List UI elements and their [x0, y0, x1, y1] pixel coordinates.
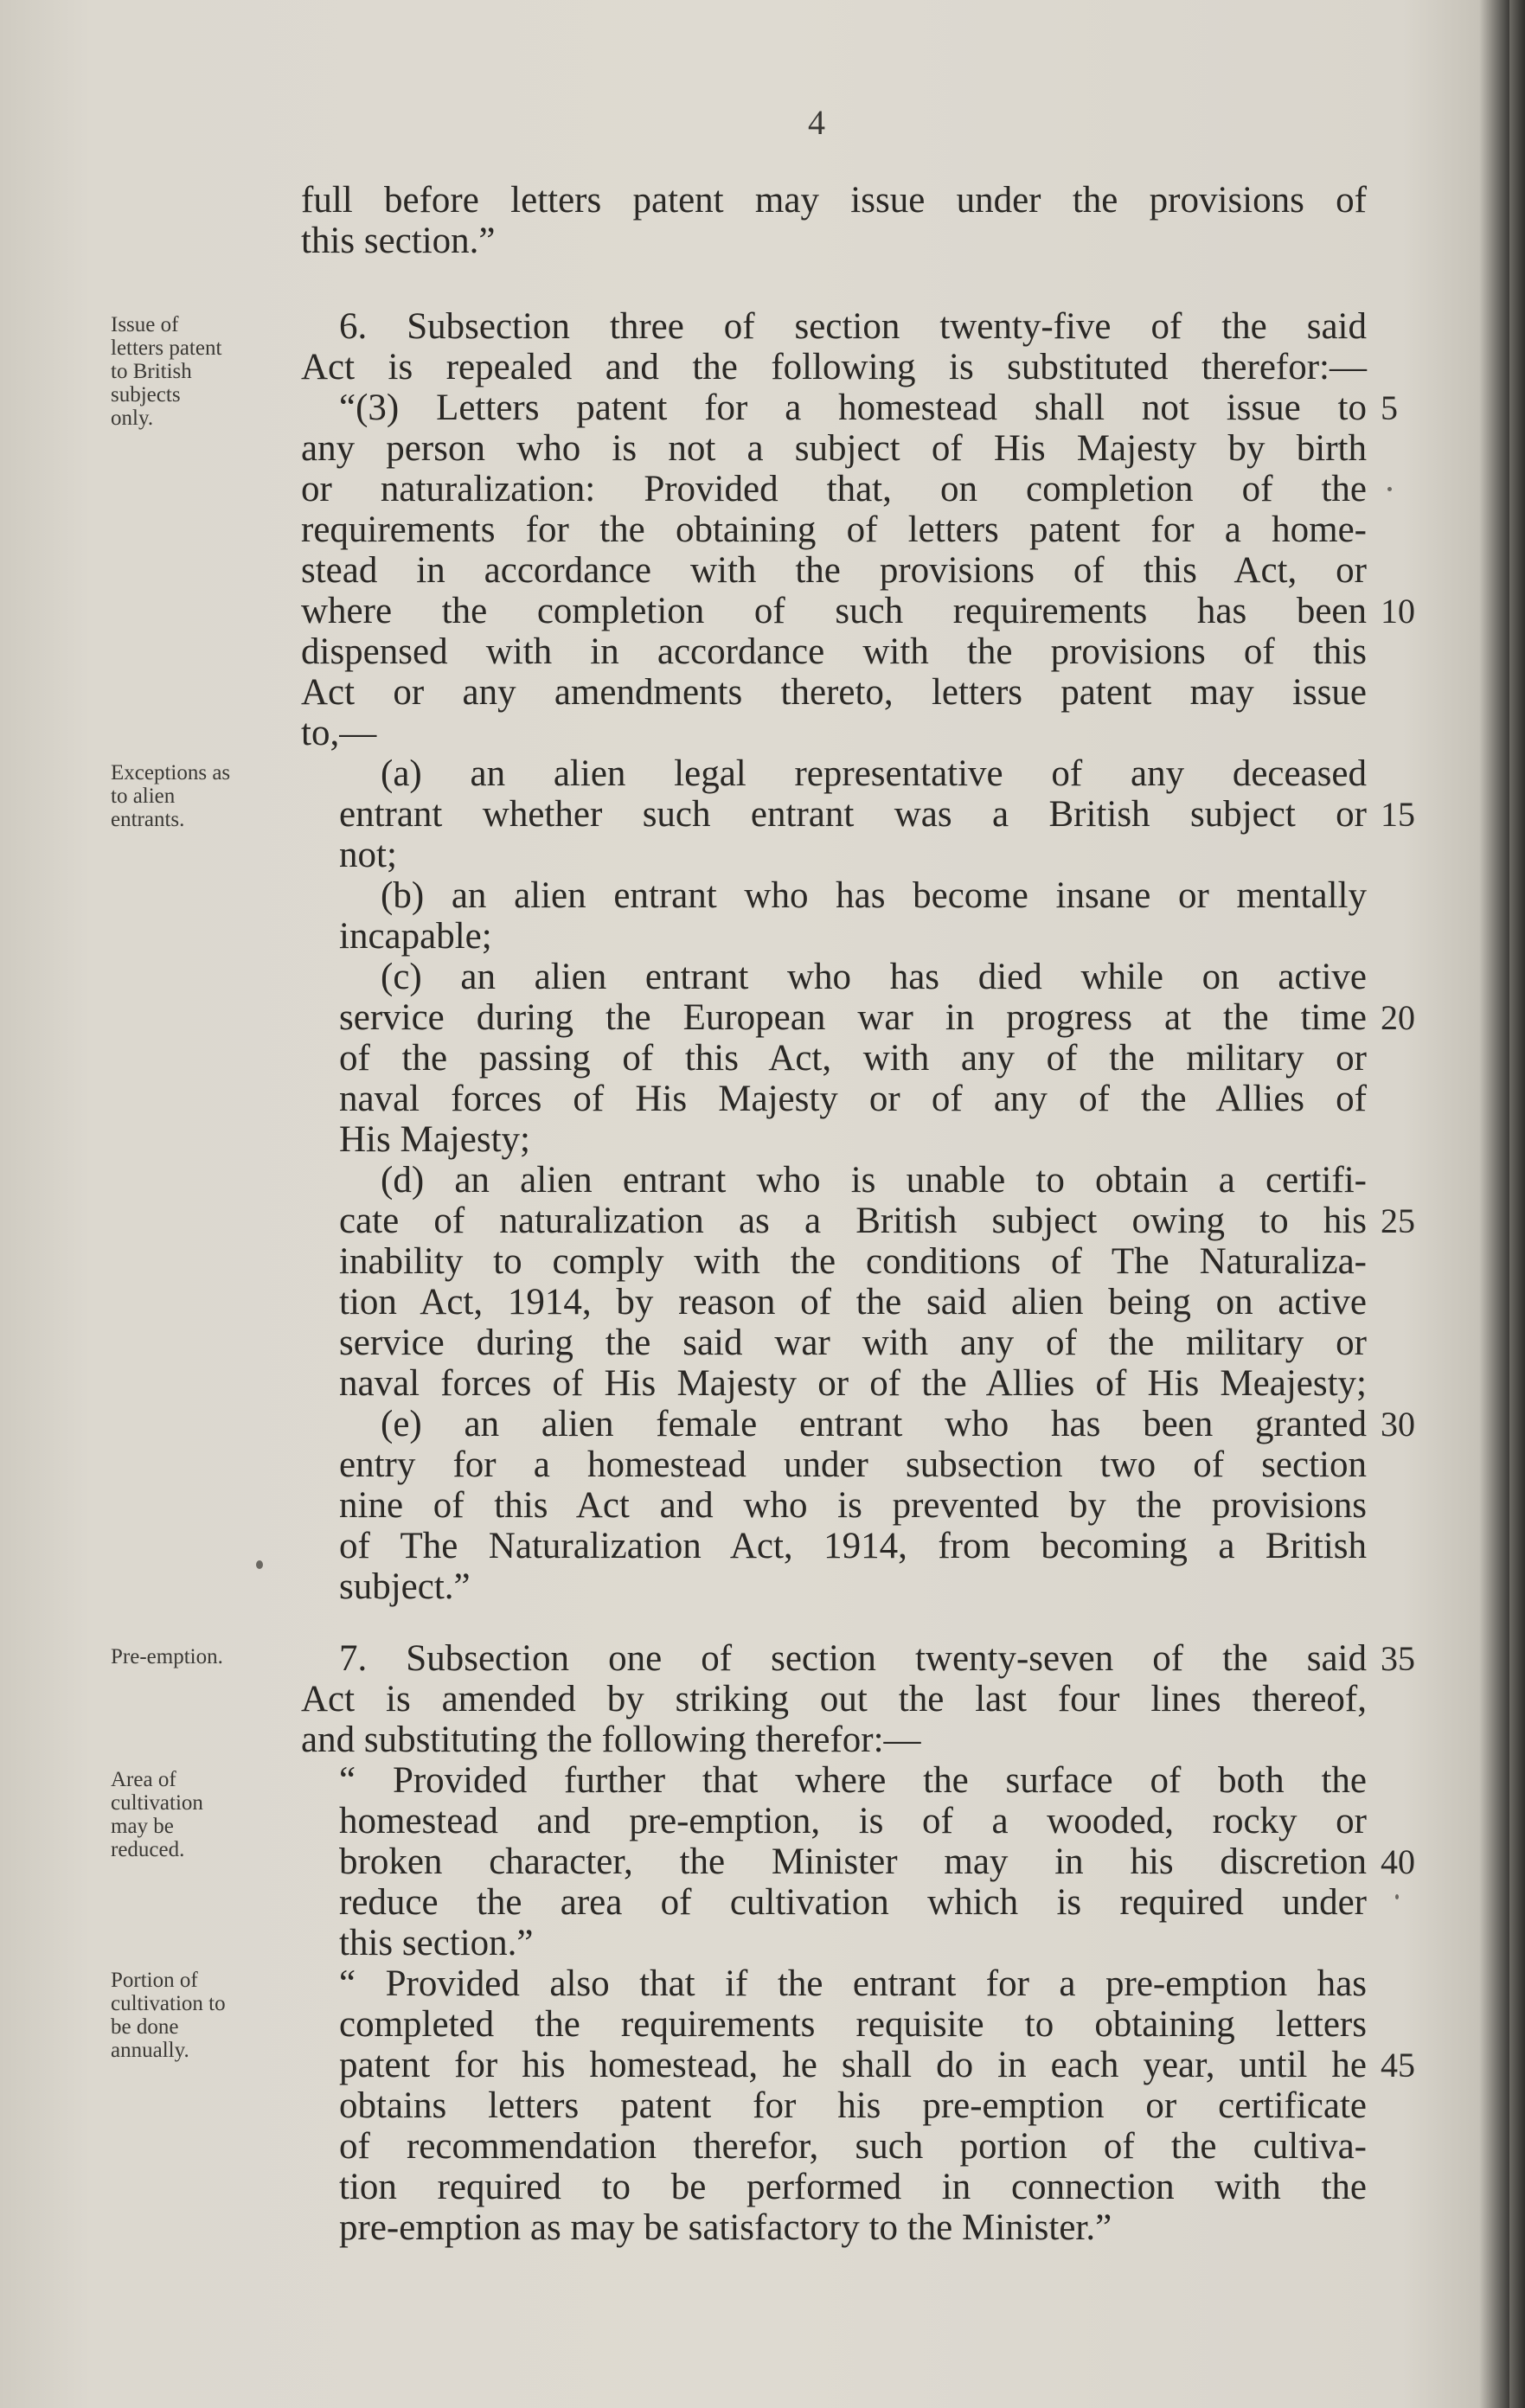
line-number: 5: [1381, 388, 1398, 427]
margin-note-exceptions: [111, 761, 297, 831]
margin-note-line: entrants.: [111, 808, 185, 831]
body-line: broken character, the Minister may in his discretion: [339, 1841, 1367, 1882]
margin-note-line: annually.: [111, 2039, 189, 2062]
body-line: entrant whether such entrant was a British subject or: [339, 794, 1367, 835]
line-number: 15: [1381, 795, 1415, 834]
margin-note-line: Issue of: [111, 313, 179, 336]
margin-note-line: may be: [111, 1815, 174, 1838]
margin-note-line: Area of: [111, 1768, 176, 1791]
body-line: cate of naturalization as a British subject owing to his: [339, 1201, 1367, 1241]
body-line: “(3) Letters patent for a homestead shall not issue to: [339, 387, 1367, 428]
clause-a-line: (a) an alien legal representative of any deceased: [381, 753, 1367, 794]
body-line: service during the European war in progress at the time: [339, 997, 1367, 1038]
body-line: stead in accordance with the provisions of this Act, or: [301, 550, 1367, 591]
body-line: dispensed with in accordance with the provisions of this: [301, 631, 1367, 672]
line-number: 30: [1381, 1405, 1415, 1444]
line-number: 20: [1381, 998, 1415, 1037]
margin-note-issue-of-letters-patent: [111, 313, 297, 430]
book-binding-edge: [1509, 0, 1525, 2408]
body-line: nine of this Act and who is prevented by the provisions: [339, 1485, 1367, 1526]
body-line: naval forces of His Majesty or of the Allies of His Meajesty;: [339, 1363, 1367, 1404]
body-line: patent for his homestead, he shall do in each year, until he: [339, 2045, 1367, 2085]
body-line: entry for a homestead under subsection two of section: [339, 1444, 1367, 1485]
margin-note-line: to British: [111, 360, 192, 383]
clause-d-line: (d) an alien entrant who is unable to obtain a certifi-: [381, 1160, 1367, 1201]
body-line: “ Provided also that if the entrant for a pre-emption has: [339, 1963, 1367, 2004]
section-6-heading-line: 6. Subsection three of section twenty-five of the said: [339, 306, 1367, 347]
body-line: this section.”: [339, 1923, 534, 1963]
body-line: completed the requirements requisite to obtaining letters: [339, 2004, 1367, 2045]
body-line: reduce the area of cultivation which is required under: [339, 1882, 1367, 1923]
body-line: “ Provided further that where the surface of both the: [339, 1760, 1367, 1801]
body-line: tion Act, 1914, by reason of the said alien being on active: [339, 1282, 1367, 1322]
body-line: of The Naturalization Act, 1914, from becoming a British: [339, 1526, 1367, 1566]
line-number: 10: [1381, 592, 1415, 631]
margin-note-line: cultivation: [111, 1791, 203, 1815]
margin-note-line: subjects: [111, 383, 181, 407]
margin-note-pre-emption: [111, 1645, 297, 1668]
margin-note-line: Portion of: [111, 1969, 198, 1992]
body-line: of recommendation therefor, such portion of the cultiva-: [339, 2126, 1367, 2167]
body-line: pre-emption as may be satisfactory to the Minister.”: [339, 2207, 1112, 2248]
body-line: incapable;: [339, 916, 492, 957]
body-line: requirements for the obtaining of letters patent for a home-: [301, 509, 1367, 550]
paper-speck: [1387, 487, 1392, 491]
margin-note-line: reduced.: [111, 1838, 185, 1861]
margin-note-line: only.: [111, 407, 154, 430]
paper-speck: [256, 1560, 263, 1569]
margin-note-line: be done: [111, 2015, 179, 2039]
body-line: inability to comply with the conditions of The Naturaliza-: [339, 1241, 1367, 1282]
body-line: Act or any amendments thereto, letters patent may issue: [301, 672, 1367, 713]
body-line: where the completion of such requirements has been: [301, 591, 1367, 631]
section-7-heading-line: 7. Subsection one of section twenty-seven of the said: [339, 1638, 1367, 1679]
body-line: obtains letters patent for his pre-emption or certificate: [339, 2085, 1367, 2126]
clause-e-line: (e) an alien female entrant who has been granted: [381, 1404, 1367, 1444]
line-number: 40: [1381, 1842, 1415, 1881]
margin-note-line: letters patent: [111, 336, 222, 360]
body-line: full before letters patent may issue under the provisions of: [301, 180, 1367, 221]
body-line: service during the said war with any of the military or: [339, 1322, 1367, 1363]
page-number: 4: [808, 103, 825, 142]
body-line: naval forces of His Majesty or of any of the Allies of: [339, 1079, 1367, 1119]
margin-note-line: cultivation to: [111, 1992, 226, 2015]
margin-note-area-of-cultivation: [111, 1768, 297, 1861]
margin-note-line: to alien: [111, 785, 176, 808]
line-number: 45: [1381, 2046, 1415, 2085]
paper-speck: [1395, 1894, 1399, 1899]
margin-note-line: Pre-emption.: [111, 1645, 223, 1668]
body-line: subject.”: [339, 1566, 471, 1607]
body-line: tion required to be performed in connection with the: [339, 2167, 1367, 2207]
body-line: Act is repealed and the following is substituted therefor:—: [301, 347, 1367, 387]
body-line: this section.”: [301, 221, 496, 261]
body-line: of the passing of this Act, with any of the military or: [339, 1038, 1367, 1079]
clause-b-line: (b) an alien entrant who has become insane or mentally: [381, 875, 1367, 916]
body-line: His Majesty;: [339, 1119, 530, 1160]
line-number: 25: [1381, 1201, 1415, 1240]
body-line: homestead and pre-emption, is of a wooded, rocky or: [339, 1801, 1367, 1841]
body-line: not;: [339, 835, 397, 875]
line-number: 35: [1381, 1639, 1415, 1678]
body-line: to,—: [301, 713, 377, 753]
body-line: Act is amended by striking out the last four lines thereof,: [301, 1679, 1367, 1720]
margin-note-line: Exceptions as: [111, 761, 231, 785]
body-line: any person who is not a subject of His Majesty by birth: [301, 428, 1367, 469]
clause-c-line: (c) an alien entrant who has died while on active: [381, 957, 1367, 997]
margin-note-portion-of-cultivation: [111, 1969, 297, 2062]
body-line: or naturalization: Provided that, on completion of the: [301, 469, 1367, 509]
body-line: and substituting the following therefor:—: [301, 1720, 921, 1760]
